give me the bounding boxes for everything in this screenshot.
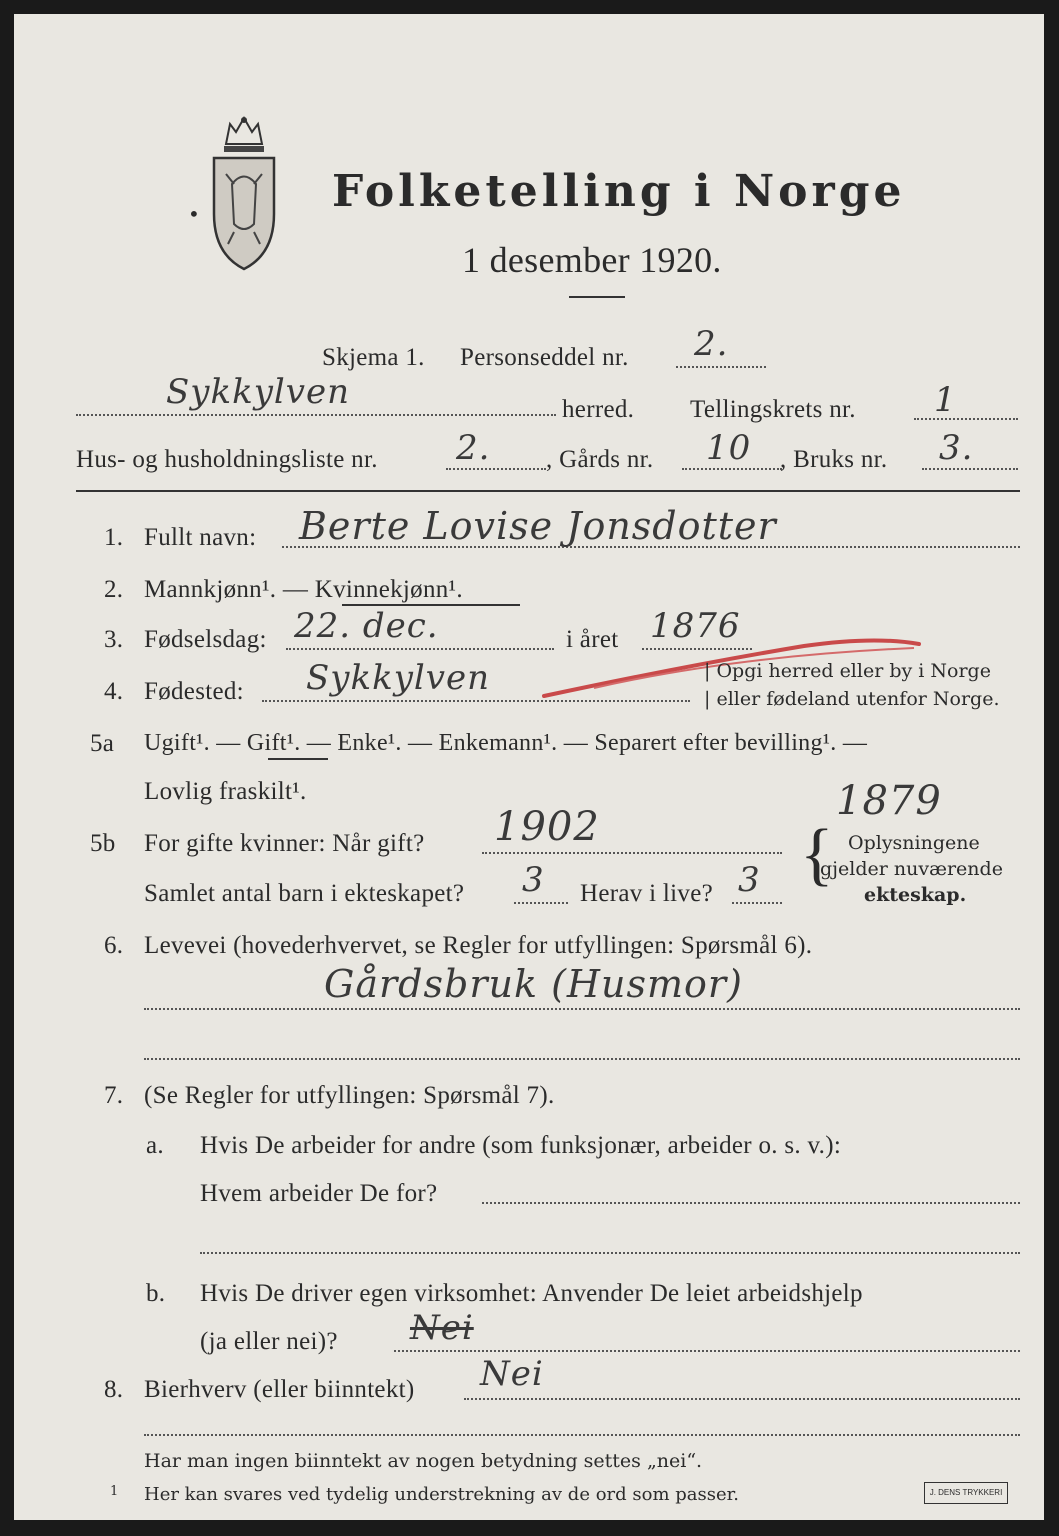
tellingskrets-label: Tellingskrets nr.	[690, 396, 856, 423]
birth-year-value: 1876	[650, 606, 741, 646]
children-value: 3	[522, 860, 545, 900]
personseddel-label: Personseddel nr.	[460, 344, 629, 371]
q8-label: Bierhverv (eller biinntekt)	[144, 1376, 415, 1403]
census-date: 1 desember 1920.	[462, 240, 722, 280]
q7a-line1: Hvis De arbeider for andre (som funksjonær, arbeider o. s. v.):	[200, 1132, 842, 1159]
footnote-text: Her kan svares ved tydelig understrekning av de ord som passer.	[144, 1484, 739, 1505]
title-rule	[569, 296, 625, 298]
q3-label: Fødselsdag:	[144, 626, 267, 653]
q3-number: 3.	[104, 626, 124, 653]
alive-label: Herav i live?	[580, 880, 714, 907]
q7a-number: a.	[146, 1132, 164, 1159]
q7b-number: b.	[146, 1280, 166, 1307]
q5b-number: 5b	[90, 830, 116, 857]
marriage-year-value: 1902	[494, 804, 600, 850]
marital-status-options-2: Lovlig fraskilt¹.	[144, 778, 307, 805]
q7-number: 7.	[104, 1082, 124, 1109]
q8-number: 8.	[104, 1376, 124, 1403]
children-label: Samlet antal barn i ekteskapet?	[144, 880, 465, 907]
form-title: Folketelling i Norge	[332, 166, 906, 217]
full-name-value: Berte Lovise Jonsdotter	[299, 504, 777, 548]
birthplace-note-2: | eller fødeland utenfor Norge.	[704, 688, 1000, 710]
q5b-label: For gifte kvinner: Når gift?	[144, 830, 425, 857]
q7b-line1: Hvis De driver egen virksomhet: Anvender De leiet arbeidshjelp	[200, 1280, 863, 1307]
occupation-value: Gårdsbruk (Husmor)	[324, 962, 743, 1006]
q2-number: 2.	[104, 576, 124, 603]
skjema-label: Skjema 1.	[322, 344, 425, 371]
extra-year-note: 1879	[836, 778, 942, 824]
herred-label: herred.	[562, 396, 635, 423]
q1-label: Fullt navn:	[144, 524, 257, 551]
q6-number: 6.	[104, 932, 124, 959]
marriage-note-2: gjelder nuværende	[820, 858, 1003, 880]
marriage-note-3: ekteskap.	[864, 884, 967, 906]
gift-underline	[268, 758, 328, 760]
coat-of-arms-icon	[204, 114, 284, 274]
gards-label: , Gårds nr.	[546, 446, 654, 473]
q4-label: Fødested:	[144, 678, 244, 705]
side-income-note: Har man ingen biinntekt av nogen betydning settes „nei“.	[144, 1450, 703, 1472]
marital-status-options: Ugift¹. — Gift¹. — Enke¹. — Enkemann¹. — Separert efter bevilling¹. —	[144, 730, 868, 756]
footnote-number: 1	[110, 1484, 119, 1499]
q6-label: Levevei (hovederhvervet, se Regler for utfyllingen: Spørsmål 6).	[144, 932, 813, 959]
brace-mark: {	[800, 816, 834, 893]
gards-value: 10	[706, 428, 752, 468]
husholdningsliste-label: Hus- og husholdningsliste nr.	[76, 446, 378, 473]
bruks-value: 3.	[939, 428, 974, 468]
herred-value: Sykkylven	[166, 372, 351, 412]
year-label: i året	[566, 626, 619, 653]
dot-mark: •	[188, 202, 200, 226]
marriage-note-1: Oplysningene	[848, 832, 980, 854]
personseddel-value: 2.	[694, 324, 729, 364]
q7-label: (Se Regler for utfyllingen: Spørsmål 7).	[144, 1082, 555, 1109]
side-income-value: Nei	[480, 1354, 544, 1394]
birthplace-value: Sykkylven	[306, 658, 491, 698]
q2-label: Mannkjønn¹. — Kvinnekjønn¹.	[144, 576, 463, 603]
printer-mark: J. DENS TRYKKERI	[924, 1482, 1008, 1504]
alive-value: 3	[738, 860, 761, 900]
q7b-line2: (ja eller nei)?	[200, 1328, 338, 1355]
husholdningsliste-value: 2.	[456, 428, 491, 468]
tellingskrets-value: 1	[934, 380, 957, 420]
q5a-number: 5a	[90, 730, 115, 757]
q7a-line2: Hvem arbeider De for?	[200, 1180, 438, 1207]
q1-number: 1.	[104, 524, 124, 551]
header-rule	[76, 490, 1020, 492]
birthplace-note-1: | Opgi herred eller by i Norge	[704, 660, 991, 682]
q4-number: 4.	[104, 678, 124, 705]
hired-help-value: Nei	[410, 1308, 474, 1348]
census-form	[14, 14, 1044, 1520]
bruks-label: , Bruks nr.	[780, 446, 888, 473]
birthday-value: 22. dec.	[294, 606, 439, 646]
